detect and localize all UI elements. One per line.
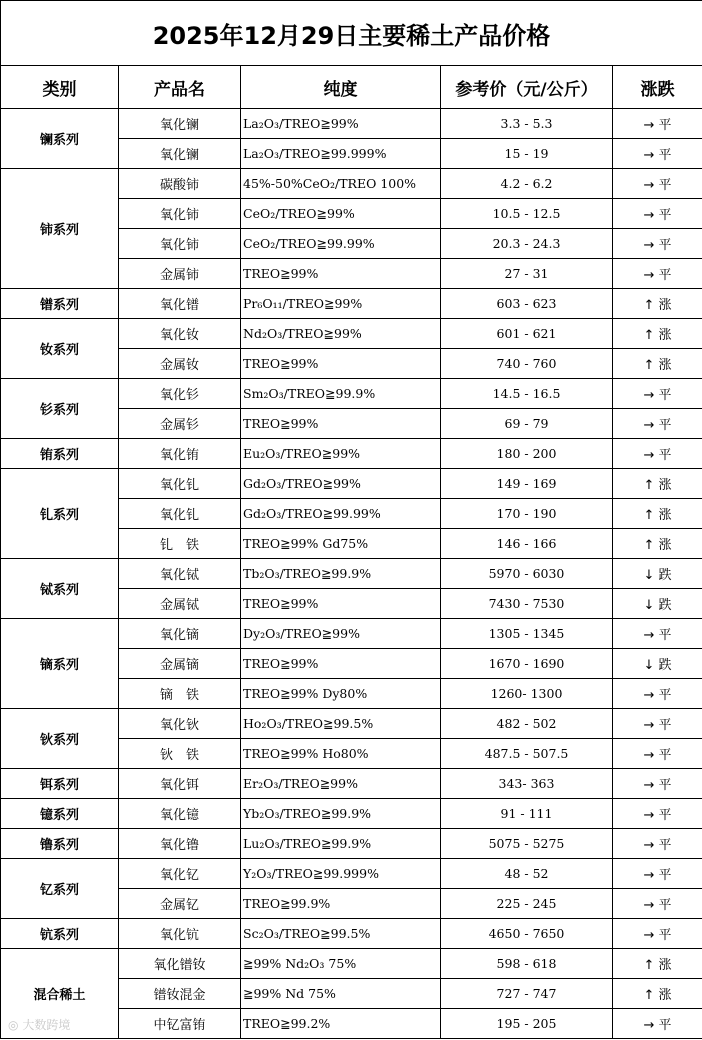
trend-cell: [613, 979, 702, 1009]
trend-label: 平: [658, 838, 672, 853]
category-cell: 钆系列: [1, 469, 119, 559]
trend-arrow-icon: ↑: [643, 358, 655, 373]
trend-arrow-icon: ↓: [643, 658, 655, 673]
trend-label: 涨: [658, 508, 672, 523]
table-row: [1, 319, 702, 349]
table-row: [1, 109, 702, 139]
trend-label: 涨: [658, 958, 672, 973]
purity-cell: Lu₂O₃/TREO≧99.9%: [241, 829, 441, 859]
purity-cell: Ho₂O₃/TREO≧99.5%: [241, 709, 441, 739]
product-name-cell: 金属钕: [119, 349, 241, 379]
trend-cell: [613, 199, 702, 229]
trend-arrow-icon: →: [643, 688, 655, 703]
purity-cell: La₂O₃/TREO≧99.999%: [241, 139, 441, 169]
price-cell: 20.3 - 24.3: [441, 229, 613, 259]
price-cell: 170 - 190: [441, 499, 613, 529]
purity-cell: ≧99% Nd₂O₃ 75%: [241, 949, 441, 979]
product-name-cell: 氧化钕: [119, 319, 241, 349]
trend-arrow-icon: →: [643, 1018, 655, 1033]
trend-label: 平: [658, 388, 672, 403]
table-row: [1, 829, 702, 859]
product-name-cell: 金属铈: [119, 259, 241, 289]
table-row: [1, 949, 702, 979]
purity-cell: TREO≧99%: [241, 589, 441, 619]
watermark-text: 大数跨境: [22, 1018, 71, 1032]
trend-cell: [613, 829, 702, 859]
trend-cell: [613, 379, 702, 409]
table-row: [1, 379, 702, 409]
product-name-cell: 金属镝: [119, 649, 241, 679]
category-cell: 铽系列: [1, 559, 119, 619]
product-name-cell: 镝 铁: [119, 679, 241, 709]
category-cell: 铕系列: [1, 439, 119, 469]
trend-arrow-icon: ↓: [643, 598, 655, 613]
trend-cell: [613, 589, 702, 619]
price-cell: 15 - 19: [441, 139, 613, 169]
table-body: [1, 109, 702, 1039]
price-cell: 91 - 111: [441, 799, 613, 829]
trend-arrow-icon: ↓: [643, 568, 655, 583]
trend-cell: [613, 739, 702, 769]
trend-arrow-icon: ↑: [643, 478, 655, 493]
category-cell: 混合稀土: [1, 949, 119, 1039]
trend-cell: [613, 469, 702, 499]
product-name-cell: 氧化钆: [119, 499, 241, 529]
trend-label: 平: [658, 688, 672, 703]
product-name-cell: 氧化铈: [119, 229, 241, 259]
trend-arrow-icon: →: [643, 448, 655, 463]
product-name-cell: 金属钇: [119, 889, 241, 919]
header-price: 参考价（元/公斤）: [441, 66, 613, 109]
category-cell: 钇系列: [1, 859, 119, 919]
purity-cell: Tb₂O₃/TREO≧99.9%: [241, 559, 441, 589]
category-cell: 钕系列: [1, 319, 119, 379]
trend-arrow-icon: →: [643, 868, 655, 883]
trend-label: 平: [658, 238, 672, 253]
header-product: 产品名: [119, 66, 241, 109]
trend-arrow-icon: →: [643, 118, 655, 133]
trend-arrow-icon: ↑: [643, 508, 655, 523]
category-cell: 镨系列: [1, 289, 119, 319]
trend-cell: [613, 319, 702, 349]
trend-arrow-icon: →: [643, 628, 655, 643]
trend-arrow-icon: ↑: [643, 298, 655, 313]
price-cell: 69 - 79: [441, 409, 613, 439]
purity-cell: CeO₂/TREO≧99.99%: [241, 229, 441, 259]
price-cell: 3.3 - 5.3: [441, 109, 613, 139]
trend-label: 平: [658, 418, 672, 433]
purity-cell: TREO≧99%: [241, 409, 441, 439]
product-name-cell: 氧化钬: [119, 709, 241, 739]
trend-cell: [613, 709, 702, 739]
trend-label: 平: [658, 748, 672, 763]
trend-arrow-icon: →: [643, 388, 655, 403]
trend-cell: [613, 649, 702, 679]
price-cell: 146 - 166: [441, 529, 613, 559]
trend-arrow-icon: →: [643, 838, 655, 853]
price-cell: 727 - 747: [441, 979, 613, 1009]
trend-cell: [613, 229, 702, 259]
trend-cell: [613, 769, 702, 799]
trend-cell: [613, 919, 702, 949]
trend-cell: [613, 529, 702, 559]
table-row: [1, 859, 702, 889]
header-trend: 涨跌: [613, 66, 702, 109]
price-cell: 27 - 31: [441, 259, 613, 289]
table-title: 2025年12月29日主要稀土产品价格: [1, 1, 702, 66]
price-cell: 482 - 502: [441, 709, 613, 739]
price-cell: 740 - 760: [441, 349, 613, 379]
price-cell: 149 - 169: [441, 469, 613, 499]
trend-cell: [613, 1009, 702, 1039]
trend-label: 涨: [658, 988, 672, 1003]
product-name-cell: 金属钐: [119, 409, 241, 439]
purity-cell: TREO≧99% Dy80%: [241, 679, 441, 709]
trend-cell: [613, 139, 702, 169]
trend-cell: [613, 559, 702, 589]
product-name-cell: 金属铽: [119, 589, 241, 619]
purity-cell: Sc₂O₃/TREO≧99.5%: [241, 919, 441, 949]
purity-cell: Er₂O₃/TREO≧99%: [241, 769, 441, 799]
purity-cell: TREO≧99% Ho80%: [241, 739, 441, 769]
trend-label: 跌: [658, 658, 672, 673]
price-cell: 487.5 - 507.5: [441, 739, 613, 769]
trend-cell: [613, 349, 702, 379]
trend-label: 平: [658, 718, 672, 733]
trend-arrow-icon: →: [643, 418, 655, 433]
category-cell: 钬系列: [1, 709, 119, 769]
product-name-cell: 氧化铈: [119, 199, 241, 229]
product-name-cell: 氧化镨钕: [119, 949, 241, 979]
trend-cell: [613, 109, 702, 139]
table-row: [1, 439, 702, 469]
purity-cell: CeO₂/TREO≧99%: [241, 199, 441, 229]
product-name-cell: 氧化钪: [119, 919, 241, 949]
purity-cell: Dy₂O₃/TREO≧99%: [241, 619, 441, 649]
table-row: [1, 619, 702, 649]
product-name-cell: 氧化钇: [119, 859, 241, 889]
trend-label: 涨: [658, 478, 672, 493]
price-cell: 1305 - 1345: [441, 619, 613, 649]
category-cell: 铈系列: [1, 169, 119, 289]
trend-label: 涨: [658, 538, 672, 553]
product-name-cell: 中钇富铕: [119, 1009, 241, 1039]
price-cell: 48 - 52: [441, 859, 613, 889]
purity-cell: Y₂O₃/TREO≧99.999%: [241, 859, 441, 889]
trend-arrow-icon: →: [643, 268, 655, 283]
price-cell: 4.2 - 6.2: [441, 169, 613, 199]
table-row: [1, 919, 702, 949]
trend-cell: [613, 439, 702, 469]
purity-cell: TREO≧99%: [241, 349, 441, 379]
purity-cell: Pr₆O₁₁/TREO≧99%: [241, 289, 441, 319]
price-cell: 10.5 - 12.5: [441, 199, 613, 229]
trend-label: 平: [658, 808, 672, 823]
purity-cell: La₂O₃/TREO≧99%: [241, 109, 441, 139]
price-cell: 603 - 623: [441, 289, 613, 319]
product-name-cell: 碳酸铈: [119, 169, 241, 199]
trend-cell: [613, 409, 702, 439]
purity-cell: TREO≧99.2%: [241, 1009, 441, 1039]
category-cell: 镥系列: [1, 829, 119, 859]
purity-cell: Eu₂O₃/TREO≧99%: [241, 439, 441, 469]
header-purity: 纯度: [241, 66, 441, 109]
trend-label: 平: [658, 868, 672, 883]
product-name-cell: 氧化铒: [119, 769, 241, 799]
price-cell: 1670 - 1690: [441, 649, 613, 679]
purity-cell: 45%-50%CeO₂/TREO 100%: [241, 169, 441, 199]
purity-cell: TREO≧99% Gd75%: [241, 529, 441, 559]
trend-label: 涨: [658, 298, 672, 313]
price-cell: 225 - 245: [441, 889, 613, 919]
price-cell: 343- 363: [441, 769, 613, 799]
product-name-cell: 氧化铽: [119, 559, 241, 589]
trend-arrow-icon: →: [643, 238, 655, 253]
table-row: [1, 469, 702, 499]
category-cell: 钪系列: [1, 919, 119, 949]
price-cell: 5075 - 5275: [441, 829, 613, 859]
table-row: [1, 709, 702, 739]
trend-arrow-icon: →: [643, 808, 655, 823]
category-cell: 铒系列: [1, 769, 119, 799]
price-cell: 5970 - 6030: [441, 559, 613, 589]
trend-label: 跌: [658, 598, 672, 613]
trend-label: 平: [658, 628, 672, 643]
trend-arrow-icon: ↑: [643, 958, 655, 973]
trend-label: 涨: [658, 358, 672, 373]
trend-cell: [613, 949, 702, 979]
trend-arrow-icon: →: [643, 148, 655, 163]
product-name-cell: 氧化镧: [119, 109, 241, 139]
trend-label: 平: [658, 1018, 672, 1033]
table-row: [1, 169, 702, 199]
product-name-cell: 氧化镥: [119, 829, 241, 859]
trend-label: 平: [658, 118, 672, 133]
purity-cell: TREO≧99%: [241, 259, 441, 289]
trend-arrow-icon: ↑: [643, 538, 655, 553]
price-cell: 598 - 618: [441, 949, 613, 979]
price-cell: 180 - 200: [441, 439, 613, 469]
product-name-cell: 钬 铁: [119, 739, 241, 769]
price-cell: 195 - 205: [441, 1009, 613, 1039]
trend-arrow-icon: ↑: [643, 328, 655, 343]
trend-arrow-icon: →: [643, 778, 655, 793]
trend-cell: [613, 259, 702, 289]
price-cell: 7430 - 7530: [441, 589, 613, 619]
price-cell: 14.5 - 16.5: [441, 379, 613, 409]
trend-cell: [613, 169, 702, 199]
purity-cell: TREO≧99%: [241, 649, 441, 679]
watermark-icon: ◎: [8, 1018, 19, 1032]
category-cell: 镱系列: [1, 799, 119, 829]
purity-cell: Nd₂O₃/TREO≧99%: [241, 319, 441, 349]
product-name-cell: 氧化钐: [119, 379, 241, 409]
trend-cell: [613, 679, 702, 709]
product-name-cell: 氧化钆: [119, 469, 241, 499]
trend-arrow-icon: →: [643, 898, 655, 913]
trend-label: 平: [658, 178, 672, 193]
product-name-cell: 钆 铁: [119, 529, 241, 559]
trend-cell: [613, 619, 702, 649]
trend-label: 涨: [658, 328, 672, 343]
header-category: 类别: [1, 66, 119, 109]
trend-label: 平: [658, 928, 672, 943]
product-name-cell: 氧化镝: [119, 619, 241, 649]
category-cell: 镝系列: [1, 619, 119, 709]
trend-label: 平: [658, 448, 672, 463]
table-row: [1, 559, 702, 589]
purity-cell: Gd₂O₃/TREO≧99.99%: [241, 499, 441, 529]
trend-cell: [613, 859, 702, 889]
price-cell: 1260- 1300: [441, 679, 613, 709]
trend-label: 平: [658, 268, 672, 283]
product-name-cell: 镨钕混金: [119, 979, 241, 1009]
price-cell: 601 - 621: [441, 319, 613, 349]
trend-arrow-icon: →: [643, 208, 655, 223]
product-name-cell: 氧化镧: [119, 139, 241, 169]
trend-label: 平: [658, 148, 672, 163]
purity-cell: Sm₂O₃/TREO≧99.9%: [241, 379, 441, 409]
product-name-cell: 氧化镱: [119, 799, 241, 829]
table-row: [1, 289, 702, 319]
purity-cell: TREO≧99.9%: [241, 889, 441, 919]
product-name-cell: 氧化镨: [119, 289, 241, 319]
trend-label: 平: [658, 898, 672, 913]
trend-label: 平: [658, 778, 672, 793]
purity-cell: Gd₂O₃/TREO≧99%: [241, 469, 441, 499]
table-row: [1, 799, 702, 829]
trend-cell: [613, 799, 702, 829]
category-cell: 钐系列: [1, 379, 119, 439]
purity-cell: Yb₂O₃/TREO≧99.9%: [241, 799, 441, 829]
trend-arrow-icon: →: [643, 928, 655, 943]
category-cell: 镧系列: [1, 109, 119, 169]
price-cell: 4650 - 7650: [441, 919, 613, 949]
trend-arrow-icon: →: [643, 748, 655, 763]
trend-cell: [613, 889, 702, 919]
trend-arrow-icon: ↑: [643, 988, 655, 1003]
purity-cell: ≧99% Nd 75%: [241, 979, 441, 1009]
trend-cell: [613, 499, 702, 529]
trend-cell: [613, 289, 702, 319]
trend-arrow-icon: →: [643, 178, 655, 193]
product-name-cell: 氧化铕: [119, 439, 241, 469]
table-row: [1, 769, 702, 799]
trend-arrow-icon: →: [643, 718, 655, 733]
trend-label: 跌: [658, 568, 672, 583]
trend-label: 平: [658, 208, 672, 223]
